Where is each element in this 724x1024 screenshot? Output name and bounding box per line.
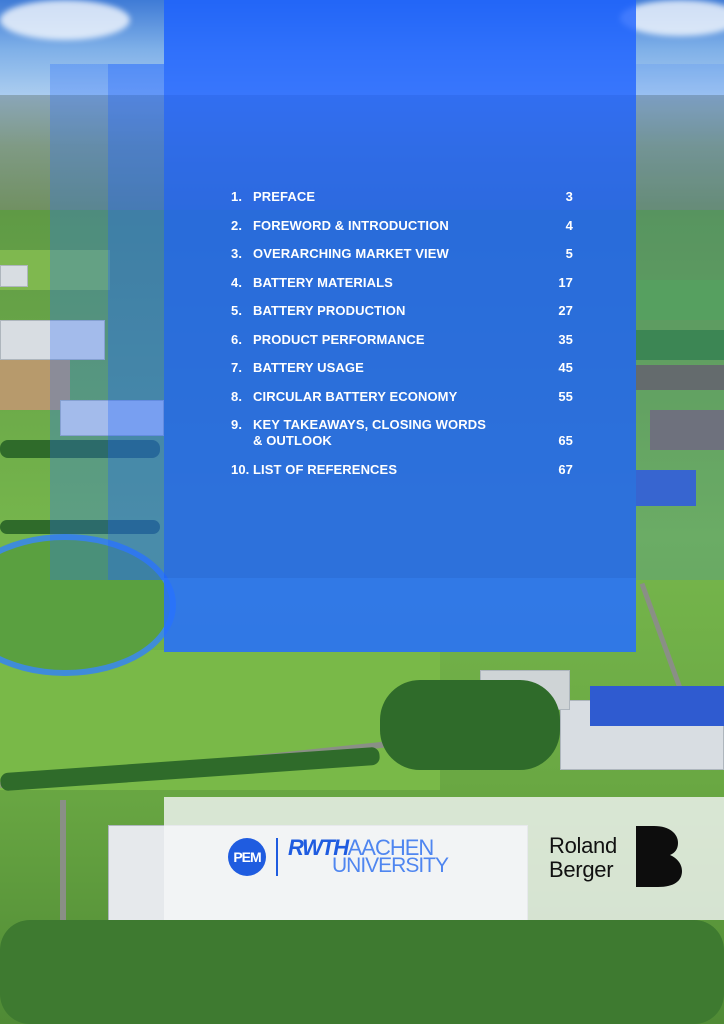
toc-item[interactable] bbox=[231, 275, 573, 291]
overlay-panel bbox=[108, 64, 164, 580]
rwth-wordmark: RWTH bbox=[288, 835, 348, 860]
toc-title-line1: KEY TAKEAWAYS, CLOSING WORDS bbox=[253, 417, 486, 432]
toc-item[interactable] bbox=[231, 462, 573, 478]
toc-item[interactable] bbox=[231, 417, 573, 449]
roland-berger-b-icon bbox=[636, 826, 682, 887]
toc-page-number: 27 bbox=[558, 303, 573, 318]
toc-number: 3. bbox=[231, 246, 243, 261]
toc-title: LIST OF REFERENCES bbox=[253, 461, 398, 477]
university-wordmark: UNIVERSITY bbox=[332, 854, 449, 877]
toc-number: 10. bbox=[231, 461, 250, 477]
toc-item[interactable] bbox=[231, 360, 573, 376]
toc-title: PREFACE bbox=[253, 189, 316, 204]
building bbox=[0, 265, 28, 287]
toc-item[interactable] bbox=[231, 389, 573, 405]
toc-page-number: 4 bbox=[565, 217, 573, 233]
rwth-aachen-logo bbox=[288, 835, 449, 877]
pem-logo bbox=[228, 838, 266, 876]
toc-number: 5. bbox=[231, 303, 243, 318]
toc-title: FOREWORD & INTRODUCTION bbox=[253, 217, 449, 233]
toc-item[interactable] bbox=[231, 218, 573, 234]
aachen-wordmark: AACHEN bbox=[347, 835, 434, 860]
toc-title: OVERARCHING MARKET VIEW bbox=[253, 246, 449, 261]
pem-logo-text: PEM bbox=[233, 849, 261, 865]
logo-divider bbox=[276, 838, 278, 876]
toc-item[interactable] bbox=[231, 246, 573, 262]
toc-page-number: 67 bbox=[558, 461, 573, 477]
toc-number: 1. bbox=[231, 189, 243, 204]
toc-title: BATTERY USAGE bbox=[253, 360, 364, 375]
toc-title: BATTERY PRODUCTION bbox=[253, 303, 406, 318]
cloud bbox=[0, 0, 130, 40]
toc-title: PRODUCT PERFORMANCE bbox=[253, 331, 425, 347]
toc-title: CIRCULAR BATTERY ECONOMY bbox=[253, 388, 458, 404]
toc-page-number: 17 bbox=[558, 274, 573, 290]
toc-page-number: 65 bbox=[558, 433, 573, 448]
toc-number: 4. bbox=[231, 274, 243, 290]
tree-cluster bbox=[380, 680, 560, 770]
table-of-contents bbox=[231, 189, 573, 490]
toc-page-number: 35 bbox=[558, 331, 573, 347]
toc-number: 2. bbox=[231, 217, 243, 233]
toc-number: 6. bbox=[231, 331, 243, 347]
overlay-panel bbox=[164, 578, 636, 652]
overlay-panel bbox=[636, 64, 724, 580]
toc-page-number: 5 bbox=[565, 246, 573, 261]
toc-number: 9. bbox=[231, 417, 243, 432]
toc-item[interactable] bbox=[231, 303, 573, 319]
toc-page-number: 3 bbox=[565, 189, 573, 204]
blue-roof bbox=[590, 686, 724, 726]
toc-title-line2: & OUTLOOK bbox=[253, 433, 332, 448]
toc-number: 7. bbox=[231, 360, 243, 375]
toc-title bbox=[253, 417, 543, 449]
toc-page-number: 55 bbox=[558, 388, 573, 404]
berger-wordmark: Berger bbox=[549, 857, 614, 882]
toc-number: 8. bbox=[231, 388, 243, 404]
toc-item[interactable] bbox=[231, 189, 573, 205]
roland-berger-logo-text bbox=[549, 834, 617, 882]
tree-cluster bbox=[0, 920, 724, 1024]
toc-item[interactable] bbox=[231, 332, 573, 348]
toc-page-number: 45 bbox=[558, 360, 573, 375]
toc-title: BATTERY MATERIALS bbox=[253, 274, 393, 290]
roland-wordmark: Roland bbox=[549, 833, 617, 858]
